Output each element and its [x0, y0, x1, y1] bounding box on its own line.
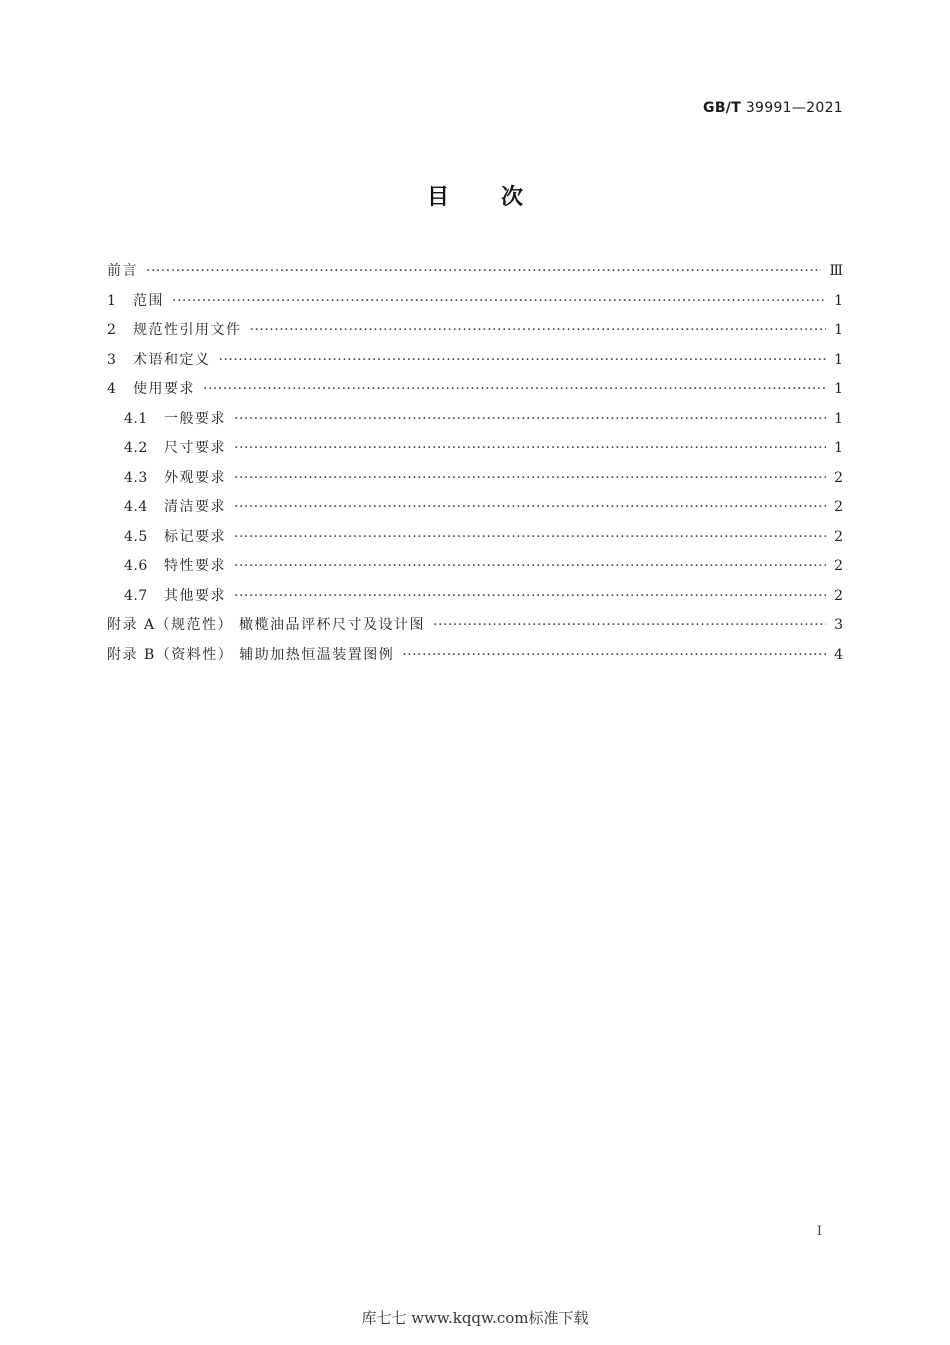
toc-section-number: 4.4 — [124, 499, 148, 515]
table-of-contents — [107, 257, 843, 670]
toc-label: 附录 A（规范性） 橄榄油品评杯尺寸及设计图 — [107, 617, 426, 633]
toc-leader-dots — [234, 523, 826, 553]
title-char-2: 次 — [501, 185, 524, 210]
standard-prefix: GB/T — [703, 100, 742, 116]
toc-entry-2[interactable] — [107, 316, 843, 346]
toc-page-number: 1 — [834, 381, 843, 397]
toc-label: 特性要求 — [164, 558, 226, 574]
toc-entry-foreword[interactable] — [107, 257, 843, 287]
toc-leader-dots — [234, 434, 826, 464]
toc-label: 术语和定义 — [133, 351, 211, 368]
toc-leader-dots — [234, 552, 826, 582]
toc-section-number: 4.6 — [124, 558, 148, 574]
standard-code — [703, 100, 843, 116]
toc-entry-4[interactable] — [107, 375, 843, 405]
toc-label: 其他要求 — [164, 587, 226, 604]
toc-section-number: 4.1 — [124, 410, 148, 427]
toc-section-number: 2 — [107, 322, 117, 338]
toc-page-number: 2 — [834, 528, 843, 545]
toc-leader-dots — [250, 316, 827, 346]
toc-label: 外观要求 — [164, 469, 226, 486]
toc-entry-4-6[interactable] — [107, 552, 843, 582]
toc-label: 规范性引用文件 — [133, 322, 242, 338]
toc-section-number: 4.7 — [124, 587, 148, 604]
toc-entry-3[interactable] — [107, 346, 843, 376]
toc-entry-4-2[interactable] — [107, 434, 843, 464]
standard-number: 39991—2021 — [745, 100, 843, 116]
toc-section-number: 1 — [107, 292, 117, 309]
toc-label: 尺寸要求 — [164, 440, 226, 456]
toc-entry-annex-a[interactable] — [107, 611, 843, 641]
page-title — [0, 180, 950, 211]
toc-page-number: 4 — [834, 646, 843, 663]
toc-label: 范围 — [133, 292, 164, 309]
toc-page-number: Ⅲ — [829, 263, 843, 279]
toc-page-number: 1 — [834, 440, 843, 456]
toc-section-number: 4.5 — [124, 528, 148, 545]
toc-leader-dots — [234, 493, 826, 523]
toc-leader-dots — [234, 405, 826, 435]
toc-page-number: 2 — [834, 469, 843, 486]
toc-label: 前言 — [107, 263, 138, 279]
toc-page-number: 2 — [834, 499, 843, 515]
toc-section-number: 4.2 — [124, 440, 148, 456]
toc-section-number: 4.3 — [124, 469, 148, 486]
toc-entry-4-1[interactable] — [107, 405, 843, 435]
toc-leader-dots — [146, 257, 821, 287]
toc-label: 附录 B（资料性） 辅助加热恒温装置图例 — [107, 646, 395, 663]
toc-entry-4-4[interactable] — [107, 493, 843, 523]
toc-entry-1[interactable] — [107, 287, 843, 317]
toc-entry-4-5[interactable] — [107, 523, 843, 553]
toc-leader-dots — [234, 582, 826, 612]
toc-page-number: 1 — [834, 292, 843, 309]
toc-leader-dots — [203, 375, 826, 405]
toc-label: 使用要求 — [133, 381, 195, 397]
toc-leader-dots — [433, 611, 826, 641]
toc-leader-dots — [172, 287, 826, 317]
toc-page-number: 1 — [834, 322, 843, 338]
footer-watermark: 库七七 www.kqqw.com标准下载 — [361, 1309, 589, 1327]
toc-leader-dots — [219, 346, 827, 376]
page-number: I — [816, 1224, 822, 1239]
toc-leader-dots — [234, 464, 826, 494]
title-char-1: 目 — [426, 185, 449, 210]
toc-leader-dots — [402, 641, 826, 671]
toc-section-number: 3 — [107, 351, 117, 368]
toc-page-number: 2 — [834, 558, 843, 574]
toc-page-number: 1 — [834, 410, 843, 427]
toc-label: 清洁要求 — [164, 499, 226, 515]
toc-entry-4-7[interactable] — [107, 582, 843, 612]
toc-label: 一般要求 — [164, 410, 226, 427]
toc-section-number: 4 — [107, 381, 117, 397]
toc-page-number: 1 — [834, 351, 843, 368]
toc-page-number: 3 — [834, 617, 843, 633]
toc-label: 标记要求 — [164, 528, 226, 545]
toc-page-number: 2 — [834, 587, 843, 604]
toc-entry-4-3[interactable] — [107, 464, 843, 494]
toc-entry-annex-b[interactable] — [107, 641, 843, 671]
